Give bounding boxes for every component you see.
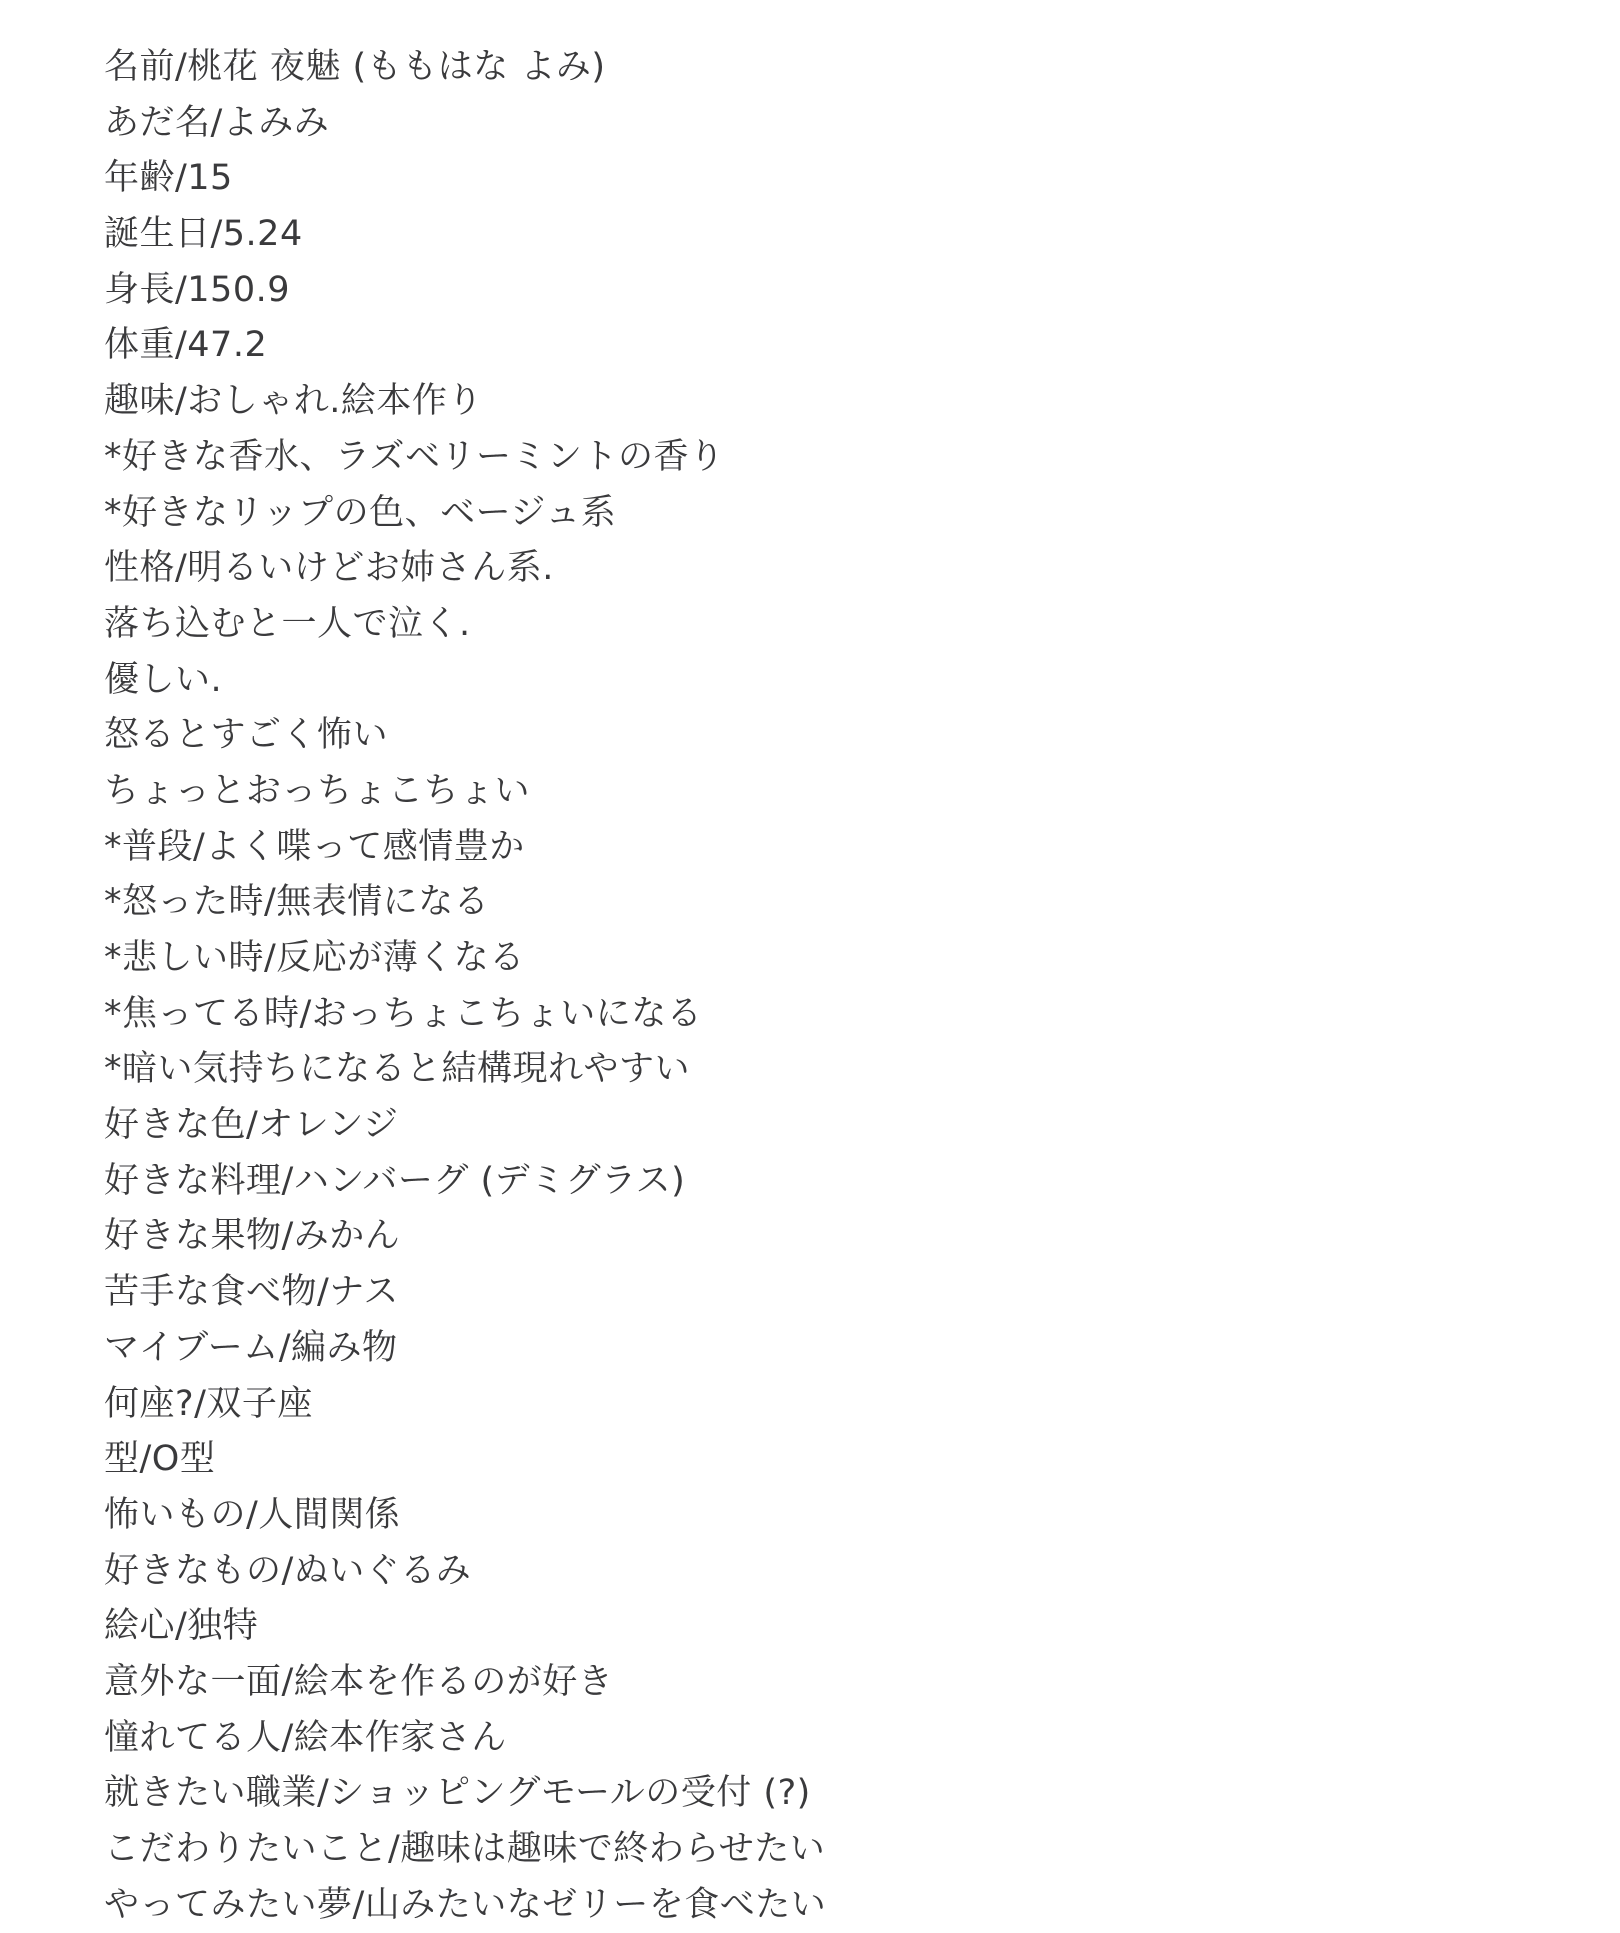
note-line-age: 年齢/15 bbox=[104, 158, 233, 199]
note-line-dark-mood: *暗い気持ちになると結構現れやすい bbox=[104, 1049, 691, 1090]
note-line-disliked-food: 苦手な食べ物/ナス bbox=[104, 1272, 399, 1313]
note-line-admired-person: 憧れてる人/絵本作家さん bbox=[104, 1717, 507, 1758]
note-line-favorite-color: 好きな色/オレンジ bbox=[104, 1105, 399, 1146]
note-line-personality-4: 怒るとすごく怖い bbox=[104, 715, 389, 756]
note-line-likes: 好きなもの/ぬいぐるみ bbox=[104, 1550, 472, 1591]
note-line-usual: *普段/よく喋って感情豊か bbox=[104, 826, 525, 867]
note-line-favorite-fruit: 好きな果物/みかん bbox=[104, 1216, 401, 1257]
note-line-angry: *怒った時/無表情になる bbox=[104, 882, 490, 923]
note-line-art-sense: 絵心/独特 bbox=[104, 1606, 259, 1647]
note-line-commitment: こだわりたいこと/趣味は趣味で終わらせたい bbox=[104, 1829, 826, 1869]
note-line-unexpected-side: 意外な一面/絵本を作るのが好き bbox=[104, 1661, 614, 1702]
note-line-lip-color: *好きなリップの色、ベージュ系 bbox=[104, 492, 617, 533]
note-line-name: 名前/桃花 夜魅 (ももはな よみ) bbox=[104, 47, 606, 87]
note-line-desired-job: 就きたい職業/ショッピングモールの受付 (?) bbox=[104, 1773, 811, 1814]
note-line-height: 身長/150.9 bbox=[104, 269, 290, 310]
note-line-personality-2: 落ち込むと一人で泣く. bbox=[104, 603, 471, 644]
note-line-birthday: 誕生日/5.24 bbox=[104, 214, 303, 255]
note-line-sad: *悲しい時/反応が薄くなる bbox=[104, 938, 525, 978]
note-line-favorite-dish: 好きな料理/ハンバーグ (デミグラス) bbox=[104, 1160, 686, 1201]
note-line-blood-type: 型/O型 bbox=[104, 1439, 216, 1480]
note-line-flustered: *焦ってる時/おっちょこちょいになる bbox=[104, 993, 703, 1034]
note-line-nickname: あだ名/よみみ bbox=[104, 102, 330, 143]
note-line-fears: 怖いもの/人間関係 bbox=[104, 1494, 401, 1535]
note-body bbox=[104, 40, 1564, 1933]
note-line-dream: やってみたい夢/山みたいなゼリーを食べたい bbox=[104, 1884, 827, 1925]
note-line-personality-5: ちょっとおっちょこちょい bbox=[104, 770, 531, 811]
note-line-current-craze: マイブーム/編み物 bbox=[104, 1327, 398, 1368]
note-line-perfume: *好きな香水、ラズベリーミントの香り bbox=[104, 436, 725, 477]
note-line-personality: 性格/明るいけどお姉さん系. bbox=[104, 548, 554, 589]
note-line-weight: 体重/47.2 bbox=[104, 325, 268, 366]
note-line-personality-3: 優しい. bbox=[104, 659, 223, 700]
note-line-hobby: 趣味/おしゃれ.絵本作り bbox=[104, 381, 483, 422]
note-line-zodiac: 何座?/双子座 bbox=[104, 1383, 313, 1424]
